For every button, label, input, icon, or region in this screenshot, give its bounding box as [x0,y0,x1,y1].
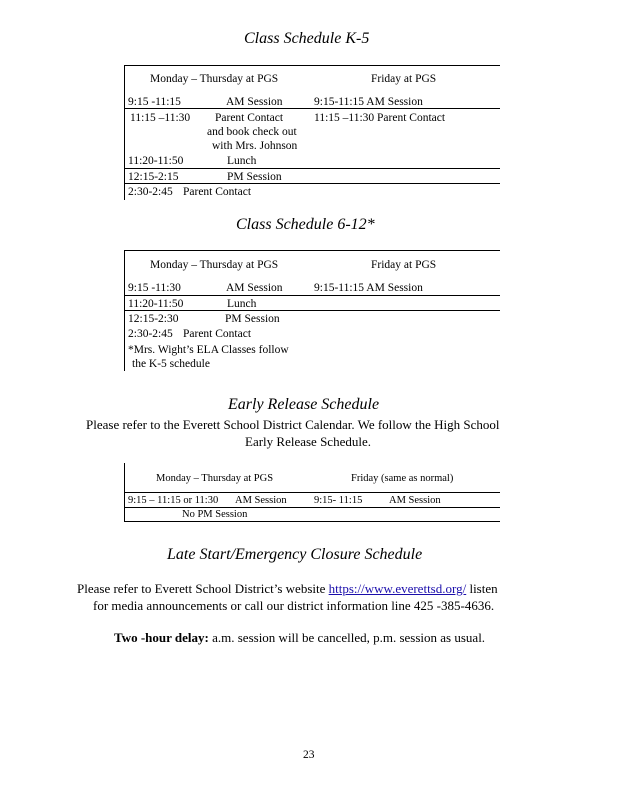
late-text-line2: for media announcements or call our district information line 425 -385-4636. [93,598,495,613]
early-row-activity: AM Session [235,495,287,506]
early-header-right: Friday (same as normal) [351,473,454,484]
late-text-line1 [77,581,498,597]
k5-row1-friday: 9:15-11:15 AM Session [314,96,423,108]
delay-line [114,630,485,646]
late-text-after-link: listen [469,581,498,596]
k5-row1-time: 9:15 -11:15 [128,96,181,108]
g612-note-line1: *Mrs. Wight’s ELA Classes follow [128,344,289,356]
g612-row3-time: 12:15-2:30 [128,313,179,325]
page-number: 23 [303,749,315,761]
k5-row4-activity: PM Session [227,171,282,183]
late-text-before-link: Please refer to Everett School District’s website [77,581,326,596]
g612-row4-time: 2:30-2:45 [128,328,173,340]
k5-header-right: Friday at PGS [371,73,437,85]
k5-row2-activity: Parent Contact [215,112,284,124]
k5-row4-time: 12:15-2:15 [128,171,179,183]
k5-title: Class Schedule K-5 [244,30,370,47]
k5-row5-time: 2:30-2:45 [128,186,173,198]
district-website-link[interactable]: https://www.everettsd.org/ [328,581,467,596]
early-text-line2: Early Release Schedule. [245,434,371,449]
early-title: Early Release Schedule [228,396,380,413]
g612-row1-time: 9:15 -11:30 [128,282,181,294]
g612-title: Class Schedule 6-12* [236,216,375,233]
k5-header-left: Monday – Thursday at PGS [150,73,279,85]
early-header-left: Monday – Thursday at PGS [156,473,274,484]
g612-row3-activity: PM Session [225,313,280,325]
k5-row3-activity: Lunch [227,155,257,167]
g612-row1-activity: AM Session [226,282,283,294]
early-row-time: 9:15 – 11:15 or 11:30 [128,495,219,506]
late-title: Late Start/Emergency Closure Schedule [167,546,423,563]
g612-row2-activity: Lunch [227,298,257,310]
g612-row2-time: 11:20-11:50 [128,298,184,310]
k5-row5-activity: Parent Contact [183,186,252,198]
k5-row2-time: 11:15 –11:30 [130,112,191,124]
k5-row3-time: 11:20-11:50 [128,155,184,167]
delay-label: Two -hour delay: [114,630,209,645]
g612-row1-friday: 9:15-11:15 AM Session [314,282,423,294]
g612-header-left: Monday – Thursday at PGS [150,259,279,271]
k5-row1-activity: AM Session [226,96,283,108]
g612-header-right: Friday at PGS [371,259,437,271]
g612-row4-activity: Parent Contact [183,328,252,340]
early-row-friday-time: 9:15- 11:15 [314,495,363,506]
delay-text: a.m. session will be cancelled, p.m. session as usual. [212,630,486,645]
k5-row2-activity-line3: with Mrs. Johnson [212,140,298,152]
early-text-line1: Please refer to the Everett School District Calendar. We follow the High School [86,417,500,432]
k5-row2-activity-line2: and book check out [207,126,297,138]
early-row-friday-activity: AM Session [389,495,441,506]
k5-row2-friday: 11:15 –11:30 Parent Contact [314,112,446,124]
early-no-pm: No PM Session [182,509,248,520]
g612-note-line2: the K-5 schedule [132,358,210,370]
